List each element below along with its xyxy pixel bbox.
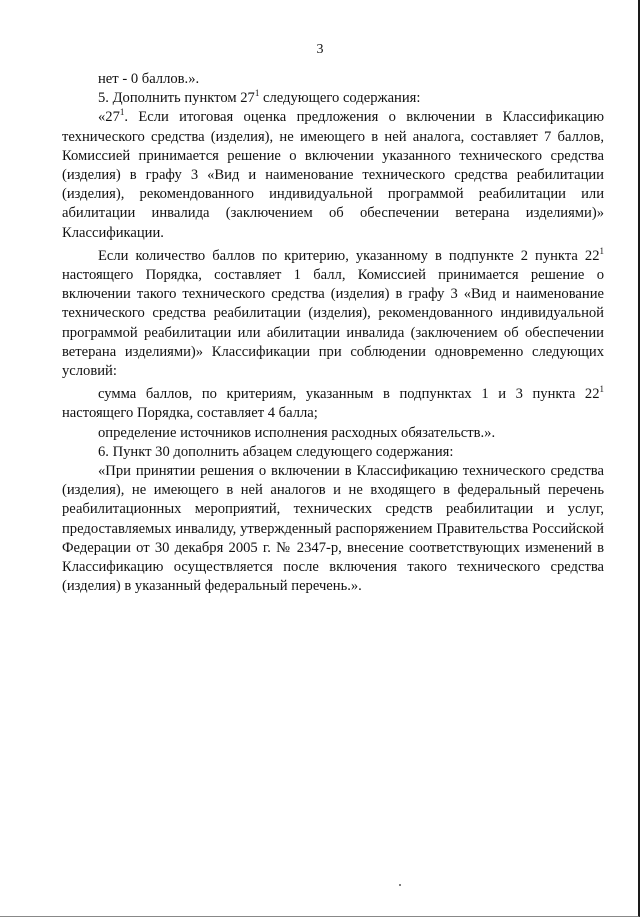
paragraph-item-27-1: «$27^1$. Если итоговая оценка предложения о включении в Классификацию технического средства (изделия), не имеющего в ней аналога, составляет 7 баллов, Комиссией принимается решение о включении указанного технического средства (изделия) в графу 3 «Вид и наименование технического средства реабилитации (изделия), рекомендованного индивидуальной программой реабилитации или абилитации инвалида (заключением об обеспечении ветерана изделиями)» Классификации. xyxy=(62,107,604,241)
paragraph-end-of-previous-item: нет - 0 баллов.». xyxy=(98,71,200,87)
superscript: 1 xyxy=(599,384,604,395)
scan-speck xyxy=(399,884,401,886)
page-number: 3 xyxy=(316,42,324,57)
paragraph-points-condition: Если количество баллов по критерию, указанному в подпункте 2 пункта $22^1$ настоящего Порядка, составляет 1 балл, Комиссией принимается решение о включении такого технического средства (изделия) в графу 3 «Вид и наименование технического средства реабилитации (изделия), рекомендованного индивидуальной программой реабилитации или абилитации инвалида (заключением об обеспечении ветерана изделиями)» Классификации при соблюдении одновременно следующих условий: xyxy=(62,245,604,380)
paragraph-item-5: 5. Дополнить пунктом $27^1$ следующего содержания: xyxy=(98,88,421,107)
document-body xyxy=(62,70,604,596)
superscript: 1 xyxy=(599,245,604,256)
paragraph-item-30-addition: «При принятии решения о включении в Классификацию технического средства (изделия), не имеющего в ней аналогов и не входящего в федеральный перечень реабилитационных мероприятий, технических средств реабилитации и услуг, предоставляемых инвалиду, утвержденный распоряжением Правительства Российской Федерации от 30 декабря 2005 г. № 2347-р, внесение соответствующих изменений в Классификацию осуществляется после включения такого технического средства (изделия) в указанный федеральный перечень.». xyxy=(62,463,604,595)
superscript: 1 xyxy=(254,88,260,99)
paragraph-funding-sources: определение источников исполнения расходных обязательств.». xyxy=(98,424,496,441)
paragraph-item-6: 6. Пункт 30 дополнить абзацем следующего содержания: xyxy=(98,443,454,460)
superscript: 1 xyxy=(119,107,125,118)
paragraph-sum-of-points: сумма баллов, по критериям, указанным в подпунктах 1 и 3 пункта $22^1$ настоящего Порядка, составляет 4 балла; xyxy=(62,384,604,422)
